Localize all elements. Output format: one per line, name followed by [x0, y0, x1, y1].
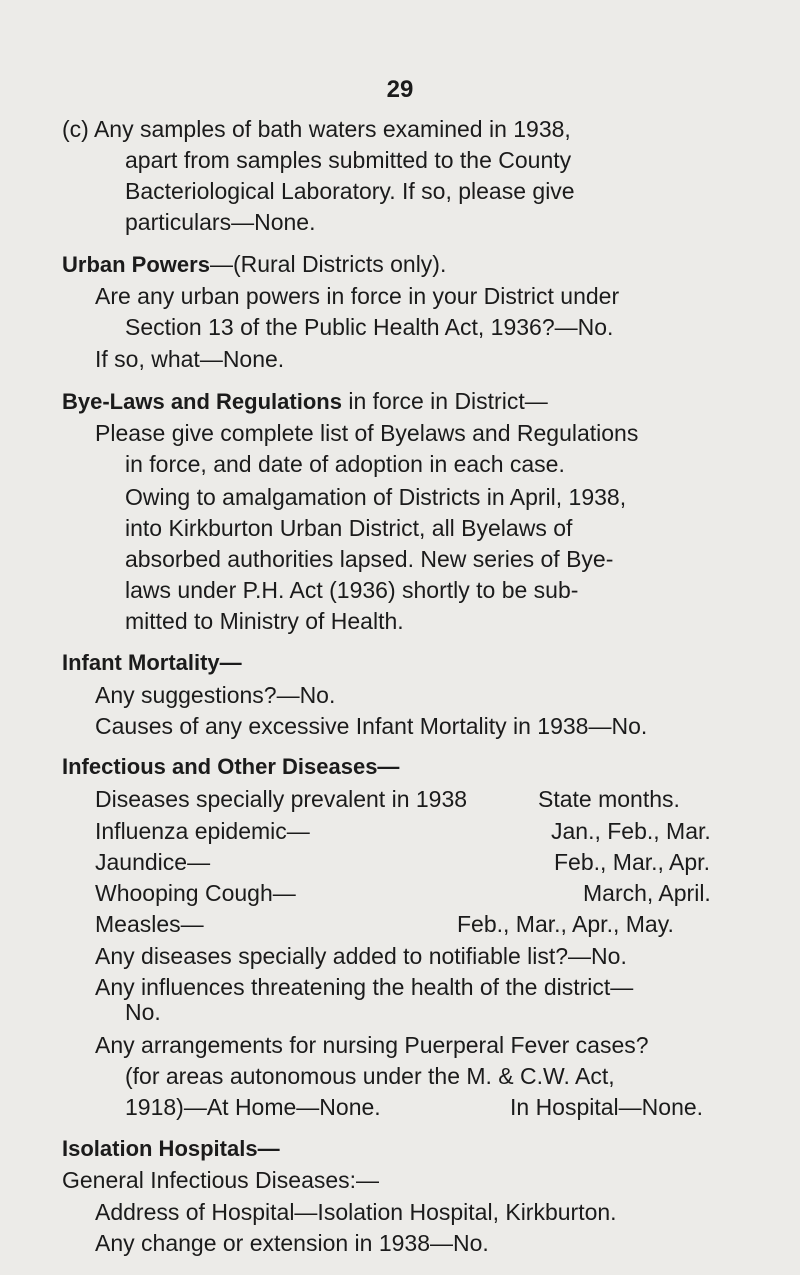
isolation-heading: Isolation Hospitals—: [62, 1136, 280, 1161]
months-column-header: State months.: [538, 786, 680, 812]
urban-powers-title-rest: —(Rural Districts only).: [209, 251, 447, 277]
in-hospital-text: In Hospital—None.: [510, 1094, 704, 1120]
urban-powers-heading: [62, 250, 446, 279]
infectious-line-4: Any arrangements for nursing Puerperal Fever cases?: [95, 1032, 649, 1058]
isolation-sub-heading: General Infectious Diseases:—: [62, 1167, 380, 1193]
infectious-line-1: Any diseases specially added to notifiable list?—No.: [95, 943, 627, 969]
bye-laws-title-rest: in force in District—: [341, 388, 548, 414]
infectious-line-5: (for areas autonomous under the M. & C.W. Act,: [125, 1063, 615, 1089]
bye-laws-line-4: into Kirkburton Urban District, all Byelaws of: [125, 515, 573, 541]
infant-mortality-heading: Infant Mortality—: [62, 650, 242, 675]
bye-laws-line-1: Please give complete list of Byelaws and Regulations: [95, 420, 639, 446]
bye-laws-title: Bye-Laws and Regulations: [62, 389, 342, 414]
urban-powers-title: Urban Powers: [62, 252, 210, 277]
urban-powers-line-3: If so, what—None.: [95, 346, 285, 372]
diseases-column-header: Diseases specially prevalent in 1938: [95, 786, 468, 812]
item-c-line-2: apart from samples submitted to the County: [125, 147, 572, 173]
item-c-line-1: (c) Any samples of bath waters examined in 1938,: [62, 116, 571, 142]
disease-months: Feb., Mar., Apr.: [554, 849, 710, 875]
infectious-line-2: Any influences threatening the health of the district—: [95, 974, 634, 1000]
item-c-line-4: particulars—None.: [125, 209, 316, 235]
bye-laws-line-7: mitted to Ministry of Health.: [125, 608, 404, 634]
disease-months: Jan., Feb., Mar.: [551, 818, 711, 844]
page-number: 29: [386, 76, 414, 103]
infectious-line-3: No.: [125, 999, 161, 1025]
infant-mortality-line-1: Any suggestions?—No.: [95, 682, 336, 708]
isolation-line-1: Address of Hospital—Isolation Hospital, Kirkburton.: [95, 1199, 617, 1225]
bye-laws-line-5: absorbed authorities lapsed. New series of Bye-: [125, 546, 614, 572]
infectious-line-6: 1918)—At Home—None.: [125, 1094, 381, 1120]
bye-laws-line-2: in force, and date of adoption in each case.: [125, 451, 565, 477]
disease-months: March, April.: [583, 880, 711, 906]
item-c-line-3: Bacteriological Laboratory. If so, please give: [125, 178, 575, 204]
disease-name: Influenza epidemic—: [95, 818, 310, 844]
disease-months: Feb., Mar., Apr., May.: [457, 911, 674, 937]
infant-mortality-line-2: Causes of any excessive Infant Mortality in 1938—No.: [95, 713, 648, 739]
bye-laws-line-3: Owing to amalgamation of Districts in April, 1938,: [125, 484, 627, 510]
disease-name: Jaundice—: [95, 849, 211, 875]
isolation-line-2: Any change or extension in 1938—No.: [95, 1230, 489, 1256]
disease-name: Measles—: [95, 911, 204, 937]
infectious-heading: Infectious and Other Diseases—: [62, 754, 400, 779]
bye-laws-line-6: laws under P.H. Act (1936) shortly to be sub-: [125, 577, 579, 603]
bye-laws-heading: [62, 387, 548, 416]
disease-name: Whooping Cough—: [95, 880, 296, 906]
urban-powers-line-2: Section 13 of the Public Health Act, 1936?—No.: [125, 314, 614, 340]
urban-powers-line-1: Are any urban powers in force in your District under: [95, 283, 620, 309]
